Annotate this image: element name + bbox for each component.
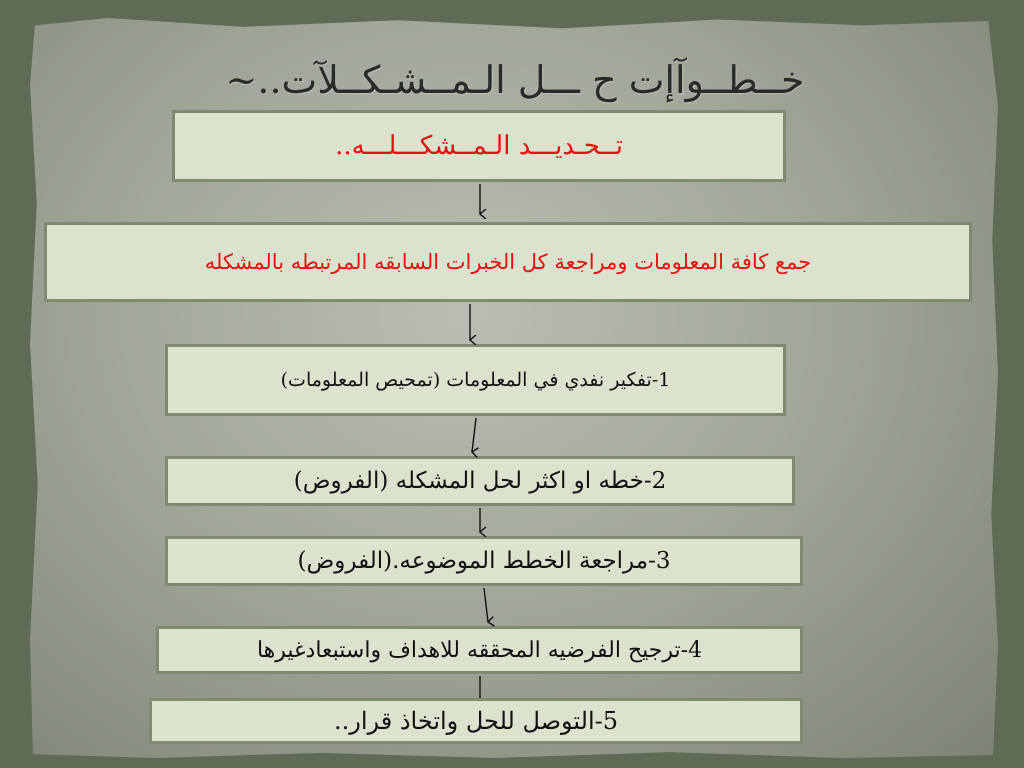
arrow-3 bbox=[472, 418, 476, 452]
step-review-plans-label: 3-مراجعة الخطط الموضوعه.(الفروض) bbox=[297, 548, 671, 574]
step-define-problem-label: تــحـديـــد الـمــشكـــلـــه.. bbox=[335, 131, 623, 161]
arrow-5 bbox=[484, 588, 488, 622]
step-choose-hypothesis-label: 4-ترجيح الفرضيه المحققه للاهداف واستبعادغيرها bbox=[256, 637, 703, 663]
step-hypotheses-label: 2-خطه او اكثر لحل المشكله (الفروض) bbox=[293, 468, 667, 494]
step-critical-thinking-label: 1-تفكير نفدي في المعلومات (تمحيص المعلومات) bbox=[280, 369, 671, 391]
slide-title: خــطــوآإت ح ـــل الـمــشـكــلآت..~ bbox=[225, 58, 805, 102]
step-decision-label: 5-التوصل للحل واتخاذ قرار.. bbox=[333, 707, 619, 735]
step-gather-information-label: جمع كافة المعلومات ومراجعة كل الخبرات السابقه المرتبطه بالمشكله bbox=[204, 250, 812, 274]
